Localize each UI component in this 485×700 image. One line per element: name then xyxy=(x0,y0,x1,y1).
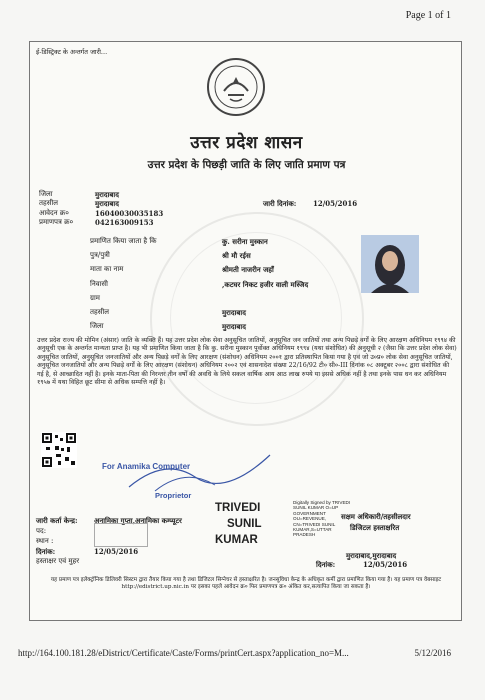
ds-name-line-3: KUMAR xyxy=(215,534,258,546)
applicant-photo xyxy=(361,235,419,293)
page-number: Page 1 of 1 xyxy=(405,10,451,21)
authority-place: मुरादाबाद,मुरादाबाद xyxy=(346,551,397,560)
page-url: http://164.100.181.28/eDistrict/Certificate/Caste/Forms/printCert.aspx?application_no=M... xyxy=(18,648,349,658)
certify-label: प्रमाणित किया जाता है कि xyxy=(90,237,157,245)
header-note: ई-डिस्ट्रिक्ट के अन्तर्गत जारी... xyxy=(36,48,108,56)
detail-tehsil-value: मुरादाबाद xyxy=(222,308,246,317)
issue-date-value: 12/05/2016 xyxy=(313,199,358,208)
village-label: ग्राम xyxy=(90,294,100,302)
certificate-number: 042163009153 xyxy=(95,218,154,227)
mother-label: माता का नाम xyxy=(90,265,124,273)
print-date: 5/12/2016 xyxy=(414,648,451,658)
post-label: पद: xyxy=(36,527,47,535)
sign-seal-label: हस्ताक्षर एवं मुहर xyxy=(36,557,80,565)
issue-date-label: जारी दिनांक: xyxy=(263,199,297,208)
address: ,कटघर निकट हजीर वाली मस्जिद xyxy=(222,280,309,289)
detail-tehsil-label: तहसील xyxy=(90,308,109,316)
date-value: 12/05/2016 xyxy=(94,547,139,556)
proprietor-label: Proprietor xyxy=(155,491,192,500)
operator-signature-name: For Anamika Computer xyxy=(102,462,191,471)
application-number: 16040030035183 xyxy=(95,209,164,218)
certificate-main-title: उत्तर प्रदेश शासन xyxy=(190,133,303,153)
footer-note: यह प्रमाण पत्र इलेक्ट्रॉनिक डिलिवरी सिस्टम द्वारा तैयार किया गया है तथा डिजिटल सिग्नेचर से हस्ताक्षरित है। जनसुविधा केन्द्र के अधिकृत कर्मी द्वारा प्रमाणित किया गया है। यह प्रमाण पत्र वेबसाइट http://edistrict.up.nic.in पर इसका पहले आवेदन क्र० फिर प्रमाणपत्र क्र० अंकित कर,सत्यापित किया जा सकता है। xyxy=(50,577,442,591)
issued-by-label: जारी कर्ता केन्द्र: xyxy=(36,516,78,525)
handwritten-signature-icon xyxy=(125,447,275,497)
applicant-name: कु. सरीना मुस्कान xyxy=(222,237,268,246)
certificate-label: प्रमाणपत्र क्र० xyxy=(39,218,74,226)
district-label: जिला xyxy=(39,190,53,198)
up-government-emblem-icon xyxy=(206,57,266,117)
qr-code-icon xyxy=(41,432,77,468)
ds-name-line-2: SUNIL xyxy=(227,518,262,530)
authority-label: सक्षम अधिकारी/तहसीलदार xyxy=(341,512,411,521)
issued-by-value: अनामिका गुप्ता,अनामिका कम्प्यूटर xyxy=(94,516,182,525)
authority-date-label: दिनांक: xyxy=(316,560,336,569)
digital-sign-label: डिजिटल हस्ताक्षरित xyxy=(350,523,400,532)
place-label: स्थान : xyxy=(36,537,54,545)
mother-name: श्रीमती नाजरीन जहाँ xyxy=(222,265,274,274)
tehsil-label: तहसील xyxy=(39,199,58,207)
application-label: आवेदन क्र० xyxy=(39,209,69,217)
operator-stamp xyxy=(94,523,148,547)
date-label: दिनांक: xyxy=(36,547,56,556)
tehsil-value: मुरादाबाद xyxy=(95,199,119,208)
father-name: श्री मौ रईस xyxy=(222,251,251,260)
caste-certificate xyxy=(29,41,462,621)
resident-label: निवासी xyxy=(90,280,108,288)
certificate-subtitle: उत्तर प्रदेश के पिछड़ी जाति के लिए जाति प्रमाण पत्र xyxy=(147,159,346,171)
ds-name-line-1: TRIVEDI xyxy=(215,502,261,514)
detail-district-label: जिला xyxy=(90,322,104,330)
authority-date-value: 12/05/2016 xyxy=(363,560,408,569)
certificate-paragraph: उत्तर प्रदेश राज्य की मोमिन (अंसार) जाति के व्यक्ति हैं। यह उत्तर प्रदेश लोक सेवा अनुसूचित जातियों, अनुसूचित जन जातियों तथा अन्य पिछड़े वर्गों के लिए आरक्षण अधिनियम १९९४ की अनुसूची एक के अन्तर्गत मान्यता प्राप्त है। यह भी प्रमाणित किया जाता है कि कु. सरीना मुस्कान पूर्वोक्त अधिनियम १९९४ (यथा संशोधित) की अनुसूची २ (जैसा कि उत्तर प्रदेश लोक सेवा) अनुसूचित जातियों, अनुसूचित जनजातियों और अन्य पिछड़े वर्गों के लिए आरक्षण (संशोधन) अधिनियम २००१ द्वारा प्रतिस्थापित किया गया है एवं जो उ०प्र० लोक सेवा अनुसूचित जातियों, अनुसूचित जनजातियों और अन्य पिछड़े वर्गों के लिए आरक्षण (संशोधन) अधिनियम २००२ एवं शासनादेश संख्या 22/16/92 टी० सी०-III दिनांक ०८ अक्टूबर २००८ द्वारा संशोधित की गई है, से आच्छादित नहीं है। इनके माता-पिता की निरन्तर तीन वर्षों की अवधि के लिये सकल वार्षिक आय आठ लाख रुपये या इससे अधिक नहीं है तथा इनके पास धन कर अधिनियम १९५७ में यथा विहित छूट सीमा से अधिक सम्पत्ति नहीं है। xyxy=(37,337,457,387)
digital-signer-name xyxy=(215,500,262,548)
district-value: मुरादाबाद xyxy=(95,190,119,199)
son-daughter-label: पुत्र/पुत्री xyxy=(90,251,110,259)
digital-signature-info: Digitally Signed by TRIVEDI SUNIL KUMAR O=UP GOVERNMENT OU=REVENUE, CN=TRIVEDI SUNIL KUMAR,S=UTTAR PRADESH xyxy=(293,500,351,538)
detail-district-value: मुरादाबाद xyxy=(222,322,246,331)
